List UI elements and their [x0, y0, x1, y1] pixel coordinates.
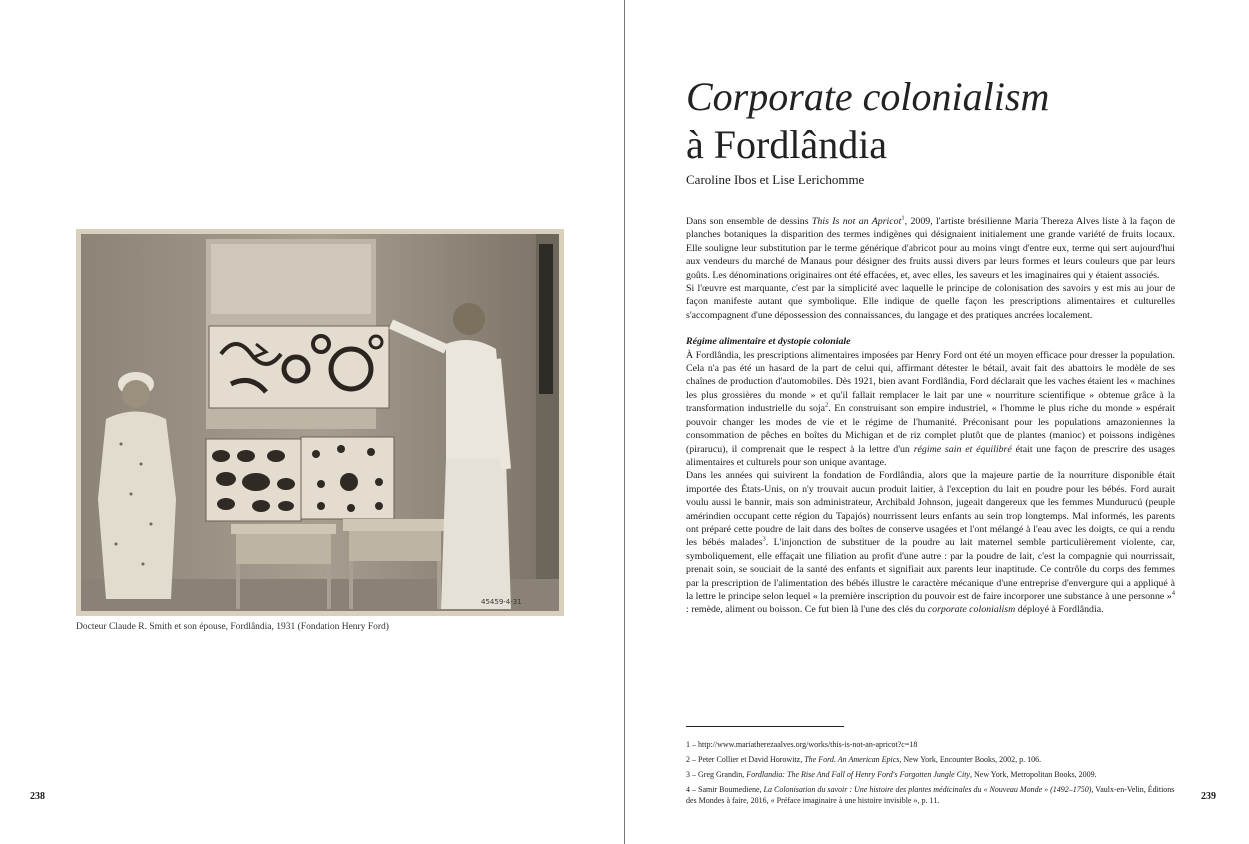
paragraph-1: Dans son ensemble de dessins This Is not an Apricot$^1$, 2009, l'artiste brésilienne Maria Thereza Alves liste à la façon de planches botaniques la disparition des termes indigènes qui désignaient initialement une grande variété de fruits locaux. Elle souligne leur substitution par le terme générique d'abricot pour au moins vingt d'entre eux, terme qui sert aujourd'hui aux vendeurs du marché de Manaus pour désigner des fruits aussi divers par leurs formes et leurs couleurs que par leurs goûts. Les dénominations originaires ont été effacées, et, avec elles, les saveurs et les imaginaires qui y étaient associés.: [686, 214, 1176, 281]
article-body: [686, 215, 1175, 617]
page-number-right: 239: [1201, 791, 1216, 802]
paragraph-3: À Fordlândia, les prescriptions alimentaires imposées par Henry Ford ont été un moyen efficace pour dresser la population. Cela n'a pas été un hasard de la part de celui qui, affirmant détester le bétail, avait fait des abattoirs le modèle de ses chaînes de production d'automobiles. Dès 1921, bien avant Fordlândia, Ford déclarait que les vaches étaient les « machines les plus grossières du monde » et qu'il fallait remplacer le lait par une « nourriture scientifique » obtenue grâce à la transformation industrielle du soja$^2$. En construisant son empire industriel, « l'homme le plus riche du monde » espérait pouvoir changer les modes de vie et le régime de l'humanité. Préconisant pour les populations amazoniennes la consommation de pêches en boîtes du Michigan et de riz complet plutôt que de plantes (manioc) et poissons indigènes (pirarucu), il comprenait que le respect à la lettre d'un régime sain et équilibré était une façon de prescrire des usages alimentaires et culturels pour son unique avantage.: [686, 349, 1175, 468]
photo-illustration: [81, 234, 559, 611]
footnote-2: 2 – Peter Collier et David Horowitz, The Ford. An American Epics, New York, Encounter Books, 2002, p. 106.: [686, 755, 1042, 764]
section-heading: Régime alimentaire et dystopie coloniale: [686, 336, 851, 348]
footnote-ref: 2: [825, 401, 829, 409]
title-italic: Corporate colonialism: [686, 74, 1050, 119]
photo-caption: Docteur Claude R. Smith et son épouse, Fordlândia, 1931 (Fondation Henry Ford): [76, 622, 389, 632]
paragraph-2: Si l'œuvre est marquante, c'est par la simplicité avec laquelle le principe de colonisation des savoirs y est mis au jour de façon manifeste autant que symbolique. Elle indique de quelle façon les prescriptions alimentaires et culturelles s'accompagnent d'une dépossession des connaissances, du langage et des pratiques ancrées localement.: [686, 283, 1175, 321]
footnote-4: 4 – Samir Boumediene, La Colonisation du savoir : Une histoire des plantes médicinales du « Nouveau Monde » (1492–1750), Vaulx-en-Velin, Éditions des Mondes à faire, 2016, « Préface imaginaire à une histoire invisible », p. 11.: [686, 785, 1175, 805]
left-page: [0, 0, 624, 844]
title-roman: à Fordlândia: [686, 122, 888, 167]
authors: Caroline Ibos et Lise Lerichomme: [686, 172, 865, 187]
footnotes: [686, 739, 1175, 810]
archival-photo: [76, 229, 564, 616]
footnote-ref: 1: [901, 214, 905, 222]
paragraph-4: Dans les années qui suivirent la fondation de Fordlândia, alors que la majeure partie de la nourriture disponible était importée des États-Unis, on n'y trouvait aucun produit laitier, à l'exception du lait en poudre pour les bébés. Ford aurait voulu aussi le bannir, mais son administrateur, Archibald Johnson, jugeait dangereux que les femmes Mundurucú (peuple amérindien occupant cette région du Tapajós) nourrissent leurs enfants au sein trop longtemps. Mal informés, les parents ont préparé cette poudre de lait dans des boîtes de conserve usagées et l'ont mélangé à l'eau avec les doigts, ce qui a rendu les bébés malades$^3$. L'injonction de substituer de la poudre au lait maternel semble particulièrement violente, car, symboliquement, elle effaçait une filiation au profit d'une autre : par la poudre de lait, c'est la compagnie qui nourrissait, prenait soin, se souciait de la santé des enfants et signifiait aux parents leur inaptitude. Ce contrôle du corps des femmes par la prescription de l'alimentation des bébés illustre le caractère mécanique d'une entreprise d'envergure qui a appliqué à la lettre le principe selon lequel « la première inscription du pouvoir est de faire incorporer une substance à une personne »$^4$ : remède, aliment ou boisson. Ce fut bien là l'une des clés du corporate colonialism déployé à Fordlândia.: [686, 470, 1175, 616]
footnote-ref: 3: [762, 536, 766, 544]
footnote-rule: [686, 726, 844, 727]
footnote-3: 3 – Greg Grandin, Fordlandia: The Rise And Fall of Henry Ford's Forgotten Jungle City, New York, Metropolitan Books, 2009.: [686, 770, 1097, 779]
footnote-ref: 4: [1171, 589, 1175, 597]
page-number-left: 238: [30, 791, 45, 802]
right-page: [625, 0, 1249, 844]
photo-inscription: 45459-4-31: [481, 598, 522, 606]
artwork-title: This Is not an Apricot: [811, 216, 902, 227]
footnote-1: 1 – http://www.mariatherezaalves.org/works/this-is-not-an-apricot?c=18: [686, 740, 918, 749]
